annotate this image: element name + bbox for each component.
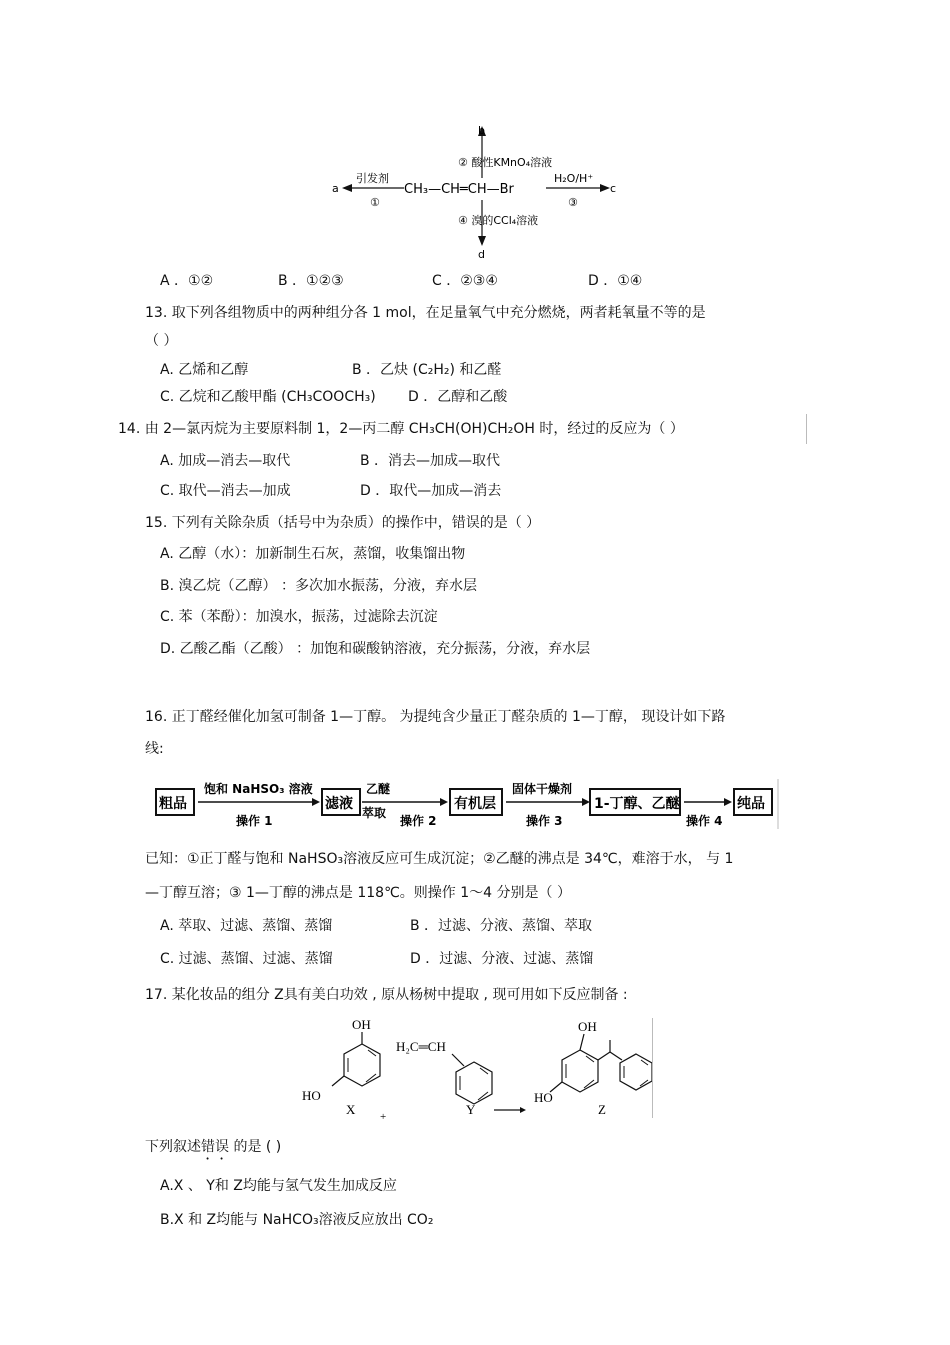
q16-flow-diagram [150, 773, 782, 835]
q16-known-line1: 已知：①正丁醛与饱和 NaHSO₃溶液反应可生成沉淀；②乙醚的沸点是 34℃，难溶于水， 与 1 [145, 851, 734, 867]
plus-sign: + [380, 1111, 387, 1123]
flow-arrow3-reagent: 固体干燥剂 [512, 782, 573, 796]
flow-arrow2-extract: 萃取 [362, 806, 387, 820]
q12-label-c: c [610, 182, 617, 195]
q12-label-d: d [478, 248, 485, 261]
flow-arrow3-op: 操作 3 [526, 814, 563, 828]
q14-option-a: A. 加成—消去—取代 [160, 453, 291, 469]
q15-option-d: D. 乙酸乙酯（乙酸） ：加饱和碳酸钠溶液，充分振荡，分液，弃水层 [160, 641, 591, 657]
flow-arrow2-op: 操作 2 [400, 814, 437, 828]
q12-option-b: B ．①②③ [278, 273, 344, 289]
q17-stem: 17. 某化妆品的组分 Z具有美白功效 , 原从杨树中提取 , 现可用如下反应制备 : [145, 987, 628, 1003]
q16-option-c: C. 过滤、蒸馏、过滤、蒸馏 [160, 951, 333, 967]
molecule-y [396, 1039, 492, 1117]
x-oh-group: OH [352, 1017, 371, 1032]
q14-stem: 14. 由 2—氯丙烷为主要原料制 1，2—丙二醇 CH₃CH(OH)CH₂OH 时，经过的反应为（ ） [118, 421, 684, 437]
x-ho-group: HO [302, 1088, 321, 1103]
q17-option-a: A.X 、 Y和 Z均能与氢气发生加成反应 [160, 1178, 397, 1194]
flow-arrow2-reagent: 乙醚 [366, 782, 391, 796]
q17-reaction-structures [296, 1014, 658, 1126]
q17-question-emph: 错误 [201, 1139, 229, 1155]
molecule-z [534, 1019, 652, 1117]
flow-box-butanol-ether-label: 1-丁醇、乙醚 [594, 796, 680, 812]
flow-arrow1-reagent: 饱和 NaHSO₃ 溶液 [204, 782, 313, 796]
page-edge-mark [806, 414, 807, 444]
q12-option-d: D ．①④ [588, 273, 643, 289]
q12-right-num: ③ [568, 196, 578, 209]
q16-stem-line1: 16. 正丁醛经催化加氢可制备 1—丁醇。 为提纯含少量正丁醛杂质的 1—丁醇， 现设计如下路 [145, 709, 726, 725]
q12-down-reagent: ④ 溴的CCl₄溶液 [458, 214, 539, 227]
x-label: X [346, 1102, 356, 1117]
q12-up-reagent: ② 酸性KMnO₄溶液 [458, 156, 553, 169]
q12-left-num: ① [370, 196, 380, 209]
z-ho-group: HO [534, 1090, 553, 1105]
q13-stem: 13. 取下列各组物质中的两种组分各 1 mol，在足量氧气中充分燃烧，两者耗氧量不等的是 [145, 305, 706, 321]
q17-question [145, 1137, 281, 1163]
flow-box-filtrate-label: 滤液 [325, 796, 353, 812]
molecule-x [302, 1017, 380, 1117]
q14-option-b: B ．消去—加成—取代 [360, 453, 501, 469]
q12-left-reagent: 引发剂 [356, 172, 389, 185]
q12-center-molecule: CH₃—CH═CH—Br [404, 182, 514, 197]
q15-option-a: A. 乙醇（水）：加新制生石灰，蒸馏，收集馏出物 [160, 546, 466, 562]
q17-question-post: 的是 ( ) [229, 1139, 282, 1155]
y-vinyl-group: H₂C═CH [396, 1039, 446, 1054]
q13-option-d: D ．乙醇和乙酸 [408, 389, 508, 405]
q12-label-b: b [478, 124, 485, 137]
z-label: Z [598, 1102, 606, 1117]
q16-option-a: A. 萃取、过滤、蒸馏、蒸馏 [160, 918, 333, 934]
q12-option-a: A ．①② [160, 273, 214, 289]
flow-arrow4-op: 操作 4 [686, 814, 723, 828]
z-oh-group: OH [578, 1019, 597, 1034]
q12-label-a: a [332, 182, 339, 195]
page-edge-mark-2 [652, 1018, 653, 1118]
flow-box-crude-label: 粗品 [159, 796, 187, 812]
q12-option-c: C ．②③④ [432, 273, 498, 289]
flow-box-organic-label: 有机层 [454, 796, 496, 812]
q13-answer-paren: （ ） [145, 333, 178, 349]
q15-option-b: B. 溴乙烷（乙醇） ：多次加水振荡，分液，弃水层 [160, 578, 477, 594]
q15-option-c: C. 苯（苯酚）：加溴水，振荡，过滤除去沉淀 [160, 609, 438, 625]
q14-option-d: D ．取代—加成—消去 [360, 483, 502, 499]
q14-option-c: C. 取代—消去—加成 [160, 483, 291, 499]
q15-stem: 15. 下列有关除杂质（括号中为杂质）的操作中，错误的是（ ） [145, 515, 541, 531]
q13-option-a: A. 乙烯和乙醇 [160, 362, 249, 378]
q13-option-c: C. 乙烷和乙酸甲酯 (CH₃COOCH₃) [160, 389, 376, 405]
flow-box-pure-label: 纯品 [737, 796, 765, 812]
q17-question-pre: 下列叙述 [145, 1139, 201, 1155]
q13-option-b: B ．乙炔 (C₂H₂) 和乙醛 [352, 362, 502, 378]
q16-option-d: D ．过滤、分液、过滤、蒸馏 [410, 951, 594, 967]
q16-option-b: B ．过滤、分液、蒸馏、萃取 [410, 918, 593, 934]
q12-reaction-diagram [320, 120, 620, 262]
q16-stem-line2: 线: [145, 741, 164, 757]
q16-known-line2: —丁醇互溶；③ 1—丁醇的沸点是 118℃。则操作 1～4 分别是（ ） [145, 885, 571, 901]
y-label: Y [466, 1102, 476, 1117]
flow-arrow1-op: 操作 1 [236, 814, 273, 828]
q12-right-reagent: H₂O/H⁺ [554, 172, 594, 185]
q17-option-b: B.X 和 Z均能与 NaHCO₃溶液反应放出 CO₂ [160, 1212, 434, 1228]
